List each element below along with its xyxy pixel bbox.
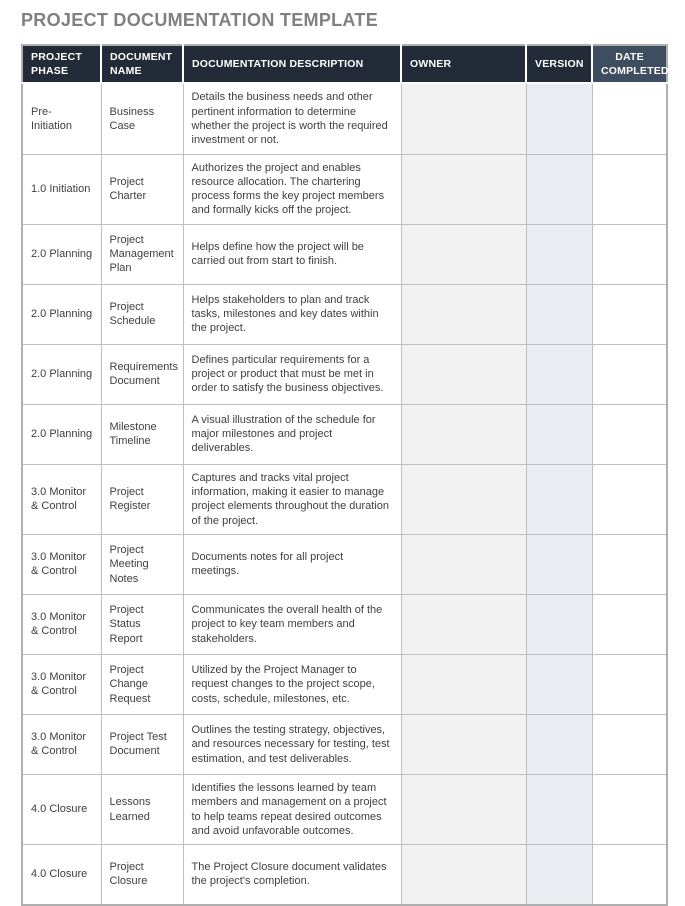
documentation-table — [21, 44, 668, 906]
cell-document-name: Project Management Plan — [101, 224, 183, 284]
cell-description: Details the business needs and other pertinent information to determine whether the project is worth the required investment or not. — [183, 83, 401, 154]
cell-version-input[interactable] — [526, 714, 592, 774]
cell-document-name: Project Closure — [101, 845, 183, 905]
table-row — [22, 344, 667, 404]
cell-date-completed-input[interactable] — [592, 404, 667, 464]
cell-owner-input[interactable] — [401, 224, 526, 284]
header-row — [22, 45, 667, 83]
cell-date-completed-input[interactable] — [592, 845, 667, 905]
cell-description: Documents notes for all project meetings. — [183, 534, 401, 594]
cell-description: Outlines the testing strategy, objectives, and resources necessary for testing, test estimation, and test deliverables. — [183, 714, 401, 774]
cell-description: A visual illustration of the schedule for major milestones and project deliverables. — [183, 404, 401, 464]
col-header-owner: OWNER — [401, 45, 526, 83]
cell-version-input[interactable] — [526, 534, 592, 594]
cell-version-input[interactable] — [526, 654, 592, 714]
cell-project-phase: 2.0 Planning — [22, 344, 101, 404]
cell-description: Helps define how the project will be carried out from start to finish. — [183, 224, 401, 284]
cell-owner-input[interactable] — [401, 154, 526, 224]
cell-owner-input[interactable] — [401, 464, 526, 534]
cell-document-name: Project Status Report — [101, 594, 183, 654]
cell-description: Helps stakeholders to plan and track tasks, milestones and key dates within the project. — [183, 284, 401, 344]
table-row — [22, 714, 667, 774]
col-header-version: VERSION — [526, 45, 592, 83]
cell-date-completed-input[interactable] — [592, 774, 667, 844]
cell-version-input[interactable] — [526, 774, 592, 844]
cell-project-phase: 2.0 Planning — [22, 224, 101, 284]
cell-version-input[interactable] — [526, 284, 592, 344]
cell-project-phase: Pre-Initiation — [22, 83, 101, 154]
cell-description: Communicates the overall health of the project to key team members and stakeholders. — [183, 594, 401, 654]
cell-date-completed-input[interactable] — [592, 284, 667, 344]
cell-owner-input[interactable] — [401, 83, 526, 154]
cell-description: Identifies the lessons learned by team members and management on a project to help teams repeat desired outcomes and avoid unfavorable outcomes. — [183, 774, 401, 844]
cell-version-input[interactable] — [526, 83, 592, 154]
cell-document-name: Project Register — [101, 464, 183, 534]
cell-date-completed-input[interactable] — [592, 154, 667, 224]
page-title: PROJECT DOCUMENTATION TEMPLATE — [21, 10, 378, 30]
cell-project-phase: 3.0 Monitor & Control — [22, 594, 101, 654]
cell-description: Authorizes the project and enables resource allocation. The chartering process forms the key project members and formally kicks off the project. — [183, 154, 401, 224]
cell-owner-input[interactable] — [401, 404, 526, 464]
cell-document-name: Lessons Learned — [101, 774, 183, 844]
cell-description: The Project Closure document validates the project's completion. — [183, 845, 401, 905]
cell-owner-input[interactable] — [401, 284, 526, 344]
cell-document-name: Project Test Document — [101, 714, 183, 774]
cell-project-phase: 3.0 Monitor & Control — [22, 654, 101, 714]
cell-date-completed-input[interactable] — [592, 534, 667, 594]
cell-owner-input[interactable] — [401, 594, 526, 654]
col-header-documentation-description: DOCUMENTATION DESCRIPTION — [183, 45, 401, 83]
table-row — [22, 845, 667, 905]
table-row — [22, 154, 667, 224]
cell-version-input[interactable] — [526, 224, 592, 284]
cell-owner-input[interactable] — [401, 534, 526, 594]
cell-description: Defines particular requirements for a project or product that must be met in order to satisfy the business objectives. — [183, 344, 401, 404]
cell-version-input[interactable] — [526, 344, 592, 404]
cell-project-phase: 4.0 Closure — [22, 774, 101, 844]
cell-version-input[interactable] — [526, 845, 592, 905]
cell-document-name: Project Change Request — [101, 654, 183, 714]
cell-version-input[interactable] — [526, 404, 592, 464]
cell-date-completed-input[interactable] — [592, 224, 667, 284]
cell-owner-input[interactable] — [401, 774, 526, 844]
table-row — [22, 404, 667, 464]
cell-document-name: Business Case — [101, 83, 183, 154]
cell-document-name: Milestone Timeline — [101, 404, 183, 464]
cell-date-completed-input[interactable] — [592, 344, 667, 404]
cell-project-phase: 3.0 Monitor & Control — [22, 534, 101, 594]
cell-date-completed-input[interactable] — [592, 594, 667, 654]
cell-owner-input[interactable] — [401, 845, 526, 905]
table-row — [22, 224, 667, 284]
cell-document-name: Requirements Document — [101, 344, 183, 404]
cell-date-completed-input[interactable] — [592, 464, 667, 534]
cell-project-phase: 3.0 Monitor & Control — [22, 464, 101, 534]
cell-document-name: Project Charter — [101, 154, 183, 224]
cell-date-completed-input[interactable] — [592, 83, 667, 154]
cell-description: Utilized by the Project Manager to request changes to the project scope, costs, schedule, milestones, etc. — [183, 654, 401, 714]
table-row — [22, 594, 667, 654]
table-row — [22, 654, 667, 714]
cell-document-name: Project Meeting Notes — [101, 534, 183, 594]
cell-document-name: Project Schedule — [101, 284, 183, 344]
cell-version-input[interactable] — [526, 464, 592, 534]
table-row — [22, 284, 667, 344]
table-body — [22, 83, 667, 904]
col-header-project-phase: PROJECT PHASE — [22, 45, 101, 83]
cell-version-input[interactable] — [526, 154, 592, 224]
cell-project-phase: 4.0 Closure — [22, 845, 101, 905]
cell-project-phase: 2.0 Planning — [22, 404, 101, 464]
col-header-document-name: DOCUMENT NAME — [101, 45, 183, 83]
table-row — [22, 534, 667, 594]
cell-owner-input[interactable] — [401, 344, 526, 404]
table-row — [22, 464, 667, 534]
table-row — [22, 83, 667, 154]
cell-date-completed-input[interactable] — [592, 714, 667, 774]
table-row — [22, 774, 667, 844]
cell-owner-input[interactable] — [401, 714, 526, 774]
cell-project-phase: 3.0 Monitor & Control — [22, 714, 101, 774]
cell-project-phase: 1.0 Initiation — [22, 154, 101, 224]
cell-project-phase: 2.0 Planning — [22, 284, 101, 344]
cell-description: Captures and tracks vital project information, making it easier to manage project elements throughout the duration of the project. — [183, 464, 401, 534]
cell-date-completed-input[interactable] — [592, 654, 667, 714]
cell-owner-input[interactable] — [401, 654, 526, 714]
cell-version-input[interactable] — [526, 594, 592, 654]
col-header-date-completed: DATE COMPLETED — [592, 45, 667, 83]
